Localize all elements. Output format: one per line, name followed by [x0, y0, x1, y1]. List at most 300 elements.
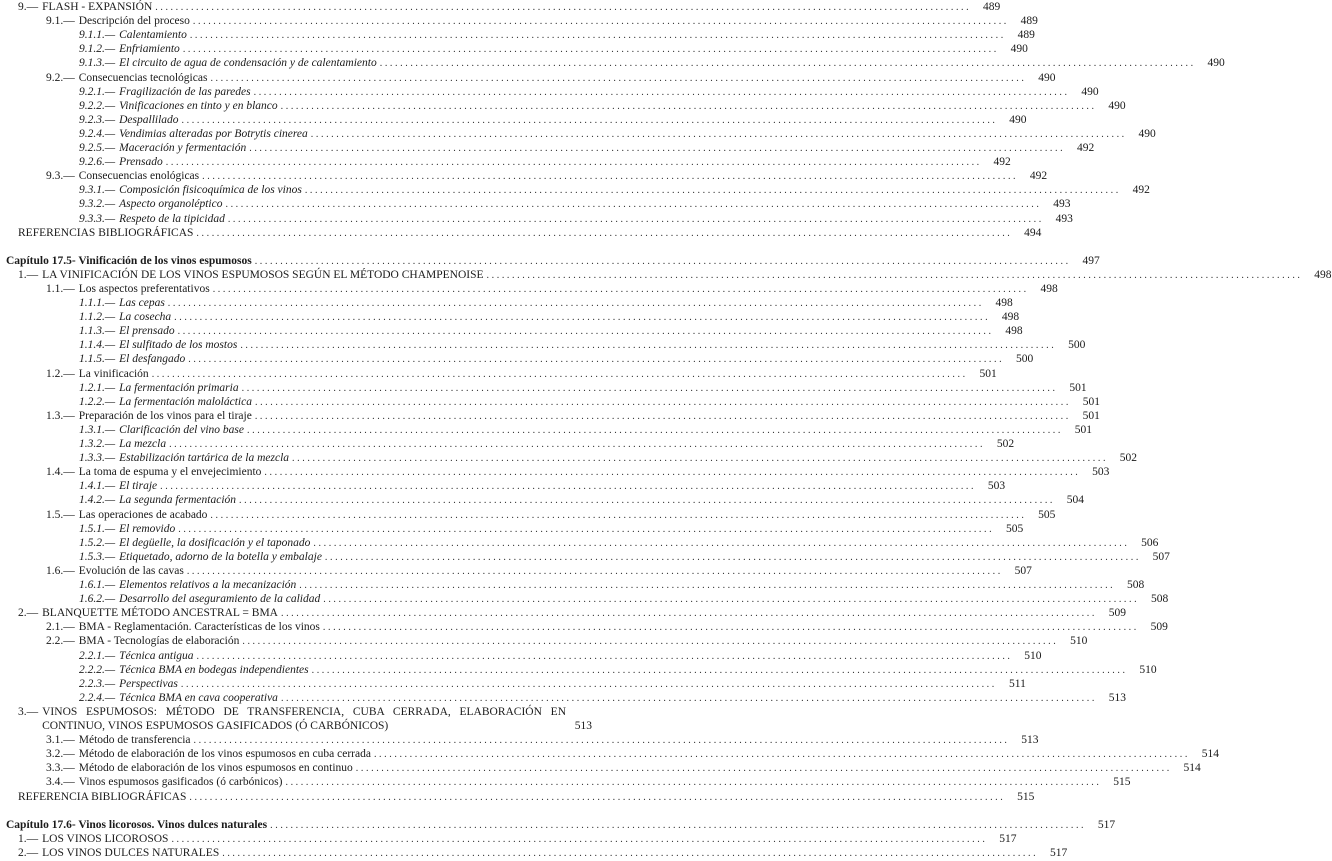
toc-entry [79, 85, 1099, 99]
toc-entry-title: Evolución de las cavas [78, 564, 184, 577]
toc-page-number: 503 [1092, 466, 1110, 479]
toc-entry-label [79, 592, 320, 606]
toc-entry-title: REFERENCIA BIBLIOGRÁFICAS [18, 790, 187, 803]
dot-leader: ................................................................................................................................................................ [210, 509, 1027, 521]
toc-entry [46, 775, 1131, 789]
toc-entry-label [79, 155, 163, 169]
toc-page-number: 513 [1021, 734, 1039, 747]
dot-leader: ................................................................................................................................................................ [285, 777, 1102, 789]
toc-entry [18, 846, 1068, 860]
toc-entry-number: 9.2.4.— [79, 127, 116, 140]
toc-entry [46, 508, 1056, 522]
toc-entry-label [6, 254, 252, 268]
toc-entry-title: Desarrollo del aseguramiento de la calidad [119, 593, 321, 606]
toc-entry-label [18, 226, 193, 240]
toc-entry [79, 28, 1035, 42]
toc-entry [79, 493, 1085, 507]
toc-entry [79, 663, 1157, 677]
toc-entry-number: 9.1.1.— [79, 29, 116, 42]
toc-entry-label [46, 634, 239, 648]
toc-entry-number: 9.3.2.— [79, 198, 116, 211]
toc-entry-title: LOS VINOS LICOROSOS [42, 832, 169, 845]
dot-leader: ................................................................................................................................................................ [160, 481, 977, 493]
dot-leader: ................................................................................................................................................................ [253, 86, 1070, 98]
toc-entry-title: Método de elaboración de los vinos espumosos en cuba cerrada [78, 748, 371, 761]
toc-entry-number: 1.5.2.— [79, 536, 116, 549]
toc-entry-number: 2.1.— [46, 621, 75, 634]
toc-entry-label [79, 85, 251, 99]
toc-entry-label [79, 183, 302, 197]
toc-entry-number: 9.— [18, 1, 39, 13]
toc-entry-label [79, 141, 246, 155]
dot-leader: ................................................................................................................................................................ [242, 636, 1059, 648]
toc-entry-number: 1.6.1.— [79, 579, 116, 591]
toc-page-number: 497 [1082, 254, 1100, 267]
toc-entry-label [79, 691, 278, 705]
toc-entry-title: El desfangado [119, 353, 186, 366]
dot-leader: ................................................................................................................................................................ [240, 340, 1057, 352]
toc-entry [79, 592, 1169, 606]
chapter-heading [6, 254, 1100, 268]
dot-leader: ................................................................................................................................................................ [270, 819, 1087, 831]
toc-entry-title: La fermentación primaria [119, 381, 239, 394]
dot-leader: ................................................................................................................................................................ [186, 565, 1003, 577]
toc-entry-label [79, 381, 239, 395]
dot-leader: ................................................................................................................................................................ [311, 664, 1128, 676]
toc-entry [79, 141, 1095, 155]
toc-page-number: 501 [1082, 409, 1100, 422]
toc-entry [79, 395, 1100, 409]
toc-entry-number: 1.6.2.— [79, 593, 116, 606]
toc-entry-title: Consecuencias enológicas [78, 170, 200, 183]
toc-entry-number: 2.2.3.— [79, 677, 116, 690]
dot-leader: ................................................................................................................................................................ [167, 298, 984, 309]
toc-entry [46, 282, 1058, 296]
toc-entry-label [79, 296, 165, 310]
toc-entry-label [46, 747, 371, 761]
toc-entry [46, 634, 1088, 648]
toc-page-number: 492 [1132, 184, 1150, 197]
toc-entry-number: 9.2.2.— [79, 99, 116, 112]
toc-entry-label [79, 395, 252, 409]
toc-entry-number: 1.4.2.— [79, 494, 116, 507]
toc-entry [79, 338, 1086, 352]
toc-page-number: 489 [1017, 29, 1035, 42]
toc-entry-number: 9.3.3.— [79, 212, 116, 225]
toc-entry-number: 2.— [18, 607, 39, 620]
toc-entry-label [79, 437, 166, 451]
toc-entry-title: Método de transferencia [78, 734, 191, 747]
toc-entry-title: BMA - Reglamentación. Características de los vinos [78, 621, 320, 634]
toc-entry-number: 1.3.2.— [79, 438, 116, 450]
toc-entry-label [79, 423, 244, 437]
toc-entry-label [18, 606, 278, 620]
dot-leader: ................................................................................................................................................................ [299, 580, 1116, 591]
toc-page-number: 492 [1029, 170, 1048, 183]
toc-entry-number: 3.2.— [46, 748, 75, 761]
toc-entry-label [46, 620, 320, 634]
toc-entry [79, 649, 1042, 663]
dot-leader: ................................................................................................................................................................ [225, 199, 1042, 211]
toc-entry [79, 423, 1092, 437]
toc-entry-title: La fermentación maloláctica [119, 395, 252, 408]
dot-leader: ................................................................................................................................................................ [249, 143, 1066, 154]
toc-entry-label [79, 310, 171, 324]
toc-entry [79, 578, 1145, 592]
toc-entry-number: 9.1.— [46, 15, 75, 28]
toc-entry-title: Vinificaciones en tinto y en blanco [119, 99, 278, 112]
toc-entry-title: FLASH - EXPANSIÓN [42, 1, 153, 13]
toc-entry-label [18, 846, 219, 860]
toc-entry-title: La vinificación [78, 367, 149, 380]
toc-page-number: 498 [1040, 282, 1058, 295]
toc-entry-number: 9.2.5.— [79, 142, 116, 154]
toc-page-number: 498 [1314, 268, 1332, 281]
toc-page-number: 502 [1119, 452, 1138, 465]
toc-page-number: 490 [1081, 85, 1099, 98]
toc-page-number: 501 [979, 367, 997, 380]
toc-entry-title: BMA - Tecnologías de elaboración [78, 635, 240, 648]
dot-leader: ................................................................................................................................................................ [151, 368, 968, 380]
dot-leader: ................................................................................................................................................................ [222, 847, 1039, 859]
toc-entry [46, 367, 997, 381]
toc-entry-title: Elementos relativos a la mecanización [119, 579, 297, 591]
toc-entry-title: La toma de espuma y el envejecimiento [78, 466, 262, 479]
toc-entry-title: Composición fisicoquímica de los vinos [119, 184, 302, 197]
toc-entry [79, 155, 1011, 169]
toc-entry-label [79, 197, 222, 211]
toc-page-number: 517 [999, 832, 1017, 845]
toc-entry-number: 3.1.— [46, 734, 75, 747]
dot-leader: ................................................................................................................................................................ [264, 467, 1081, 479]
toc-entry [18, 226, 1042, 240]
toc-entry-label [46, 465, 261, 479]
toc-entry-title: Estabilización tartárica de la mezcla [119, 452, 290, 465]
dot-leader: ................................................................................................................................................................ [189, 791, 1006, 803]
toc-entry-label [79, 324, 175, 338]
toc-entry-label [79, 28, 187, 42]
toc-entry-number: 1.2.1.— [79, 381, 116, 394]
toc-entry-title: Etiquetado, adorno de la botella y embalaje [119, 550, 322, 563]
dot-leader: ................................................................................................................................................................ [280, 692, 1097, 704]
dot-leader: ................................................................................................................................................................ [322, 622, 1139, 634]
toc-entry-label [46, 564, 184, 578]
toc-entry [79, 324, 1023, 338]
dot-leader: ................................................................................................................................................................ [313, 537, 1130, 549]
toc-entry-number: 9.2.1.— [79, 85, 116, 98]
dot-leader: ................................................................................................................................................................ [196, 227, 1013, 239]
toc-entry-label [46, 761, 353, 775]
toc-page-number: 489 [1020, 15, 1038, 28]
toc-entry-number: 1.2.2.— [79, 395, 116, 408]
toc-entry [79, 296, 1013, 310]
dot-leader: ................................................................................................................................................................ [178, 523, 995, 535]
toc-entry [46, 733, 1039, 747]
toc-entry-label [79, 352, 185, 366]
toc-entry-number: 1.1.1.— [79, 297, 116, 309]
toc-entry-label [79, 42, 180, 56]
toc-entry [46, 14, 1038, 28]
toc-entry-title: La segunda fermentación [119, 494, 237, 507]
toc-page-number: 500 [1015, 353, 1034, 366]
toc-entry-title: Prensado [119, 156, 163, 169]
toc-page-number: 510 [1139, 663, 1157, 676]
toc-entry-number: 2.2.2.— [79, 663, 116, 676]
toc-page-number: 490 [1108, 99, 1126, 112]
toc-entry-number: 1.6.— [46, 564, 75, 577]
toc-entry-number: 1.1.3.— [79, 325, 116, 338]
dot-leader: ................................................................................................................................................................ [193, 735, 1010, 747]
toc-entry [79, 536, 1159, 550]
dot-leader: ................................................................................................................................................................ [373, 749, 1190, 761]
toc-page-number: 513 [574, 719, 592, 732]
toc-entry-number: 9.2.3.— [79, 113, 116, 126]
toc-entry [46, 71, 1056, 85]
toc-entry [46, 409, 1100, 423]
toc-page-number: 493 [1055, 212, 1073, 225]
toc-entry-title: REFERENCIAS BIBLIOGRÁFICAS [18, 226, 194, 239]
toc-entry-number: 9.3.— [46, 170, 75, 183]
toc-entry-title: El tiraje [119, 480, 158, 493]
dot-leader: ................................................................................................................................................................ [247, 424, 1063, 436]
dot-leader: ................................................................................................................................................................ [239, 495, 1056, 507]
toc-entry-number: 9.2.6.— [79, 156, 116, 169]
toc-entry-label [79, 649, 194, 663]
toc-entry [79, 451, 1138, 465]
toc-page-number: 490 [1010, 43, 1028, 56]
toc-entry-title: Técnica BMA en cava cooperativa [119, 691, 278, 704]
toc-entry-title: Clarificación del vino base [119, 423, 244, 436]
toc-page-number: 501 [1069, 381, 1087, 394]
toc-entry-title: VINOS ESPUMOSOS: MÉTODO DE TRANSFERENCIA, CUBA CERRADA, ELABORACIÓN EN CONTINUO, VINOS ESPUMOSOS GASIFICADOS (Ó CARBÓNICOS) [42, 705, 566, 732]
toc-entry [79, 437, 1015, 451]
toc-entry-title: Enfriamiento [119, 43, 180, 56]
dot-leader: ................................................................................................................................................................ [212, 283, 1029, 295]
toc-entry-label [79, 338, 237, 352]
toc-entry [18, 606, 1126, 620]
toc-entry-number: 1.2.— [46, 367, 75, 380]
toc-page-number: 489 [983, 1, 1001, 13]
toc-entry [18, 832, 1017, 846]
toc-entry-number: 3.4.— [46, 776, 75, 789]
dot-leader: ................................................................................................................................................................ [280, 100, 1097, 112]
toc-page-number: 502 [996, 438, 1015, 450]
dot-leader: ................................................................................................................................................................ [254, 255, 1071, 267]
toc-entry-title: La cosecha [119, 311, 172, 324]
toc-page-number: 503 [987, 480, 1006, 493]
dot-leader: ................................................................................................................................................................ [210, 72, 1027, 84]
toc-entry-title: Descripción del proceso [78, 15, 190, 28]
toc-entry [79, 550, 1170, 564]
toc-entry-title: Maceración y fermentación [119, 142, 247, 154]
dot-leader: ................................................................................................................................................................ [174, 312, 991, 324]
dot-leader: ................................................................................................................................................................ [180, 678, 997, 690]
toc-entry-label [18, 268, 484, 282]
toc-entry [18, 0, 1001, 14]
toc-entry-label [79, 212, 225, 226]
toc-entry-label [79, 451, 289, 465]
toc-entry-label [6, 818, 267, 832]
toc-page-number: 515 [1017, 790, 1035, 803]
toc-entry-title: Vinos espumosos gasificados (ó carbónicos) [78, 776, 283, 789]
toc-entry-label [79, 677, 178, 691]
dot-leader: ................................................................................................................................................................ [189, 30, 1006, 42]
toc-page-number: 490 [1009, 113, 1027, 126]
toc-entry-label [46, 508, 207, 522]
toc-entry-title: El sulfitado de los mostos [119, 339, 238, 352]
toc-page-number: 513 [1108, 691, 1126, 704]
dot-leader: ................................................................................................................................................................ [379, 58, 1196, 70]
toc-page-number: 490 [1038, 71, 1056, 84]
toc-entry-number: 2.2.4.— [79, 691, 116, 704]
toc-entry-number: 3.3.— [46, 762, 75, 775]
toc-entry-number: 1.1.2.— [79, 311, 116, 324]
toc-entry-label [79, 550, 322, 564]
toc-entry-number: 1.3.1.— [79, 423, 116, 436]
toc-entry [46, 465, 1110, 479]
toc-page-number: 514 [1183, 762, 1201, 775]
toc-entry [79, 677, 1026, 691]
toc-entry [46, 747, 1219, 761]
toc-entry [18, 705, 592, 733]
toc-entry-number: 1.— [18, 832, 39, 845]
toc-page-number: 509 [1150, 621, 1168, 634]
toc-entry [46, 169, 1048, 183]
toc-page-number: 515 [1113, 776, 1131, 789]
dot-leader: ................................................................................................................................................................ [182, 44, 999, 56]
toc-page-number: 494 [1024, 226, 1042, 239]
toc-entry-number: 1.4.1.— [79, 480, 116, 493]
toc-page-number: 517 [1097, 818, 1116, 831]
toc-entry-label [79, 479, 157, 493]
toc-page-number: 498 [1005, 325, 1023, 338]
toc-entry [18, 268, 1332, 282]
toc-entry-title: Fragilización de las paredes [119, 85, 251, 98]
toc-page-number: 505 [1005, 522, 1024, 535]
toc-page-number: 507 [1014, 564, 1032, 577]
toc-entry-number: 1.4.— [46, 466, 75, 479]
toc-entry [79, 113, 1027, 127]
toc-entry-title: LA VINIFICACIÓN DE LOS VINOS ESPUMOSOS SEGÚN EL MÉTODO CHAMPENOISE [42, 268, 484, 281]
toc-page-number: 510 [1070, 635, 1088, 648]
dot-leader: ................................................................................................................................................................ [196, 650, 1013, 662]
toc-entry [46, 564, 1032, 578]
toc-entry-number: 1.5.3.— [79, 550, 116, 563]
toc-page-number: 508 [1127, 579, 1145, 591]
toc-entry [79, 56, 1225, 70]
toc-page-number: 492 [993, 156, 1011, 169]
toc-entry-label [79, 522, 175, 536]
toc-entry-number: 9.2.— [46, 71, 75, 84]
toc-entry-label [18, 0, 152, 14]
toc-entry [79, 691, 1126, 705]
toc-entry-number: 2.— [18, 846, 39, 859]
dot-leader: ................................................................................................................................................................ [292, 453, 1109, 465]
dot-leader: ................................................................................................................................................................ [355, 763, 1172, 775]
dot-leader: ................................................................................................................................................................ [254, 410, 1071, 422]
dot-leader: ................................................................................................................................................................ [227, 213, 1044, 225]
dot-leader: ................................................................................................................................................................ [171, 833, 988, 845]
toc-entry-label [79, 127, 308, 141]
toc-entry-number: 2.2.1.— [79, 649, 116, 662]
toc-entry-title: Técnica BMA en bodegas independientes [119, 663, 309, 676]
toc-entry-number: 1.5.— [46, 508, 75, 521]
dot-leader: ................................................................................................................................................................ [177, 326, 994, 338]
toc-entry-label [46, 169, 199, 183]
toc-entry-label [46, 733, 191, 747]
toc-entry-number: 1.1.4.— [79, 339, 116, 352]
toc-page-number: 490 [1138, 127, 1156, 140]
toc-entry [79, 381, 1087, 395]
dot-leader: ................................................................................................................................................................ [324, 551, 1141, 563]
toc-entry-label [46, 71, 207, 85]
toc-entry-number: 3.— [18, 705, 39, 718]
toc-entry-number: 9.1.2.— [79, 43, 116, 56]
toc-entry-title: Capítulo 17.6- Vinos licorosos. Vinos dulces naturales [6, 818, 268, 831]
toc-entry-number: 1.5.1.— [79, 522, 116, 535]
toc-entry-label [79, 493, 236, 507]
toc-page-number: 501 [1074, 423, 1092, 436]
toc-entry-title: Despallilado [119, 113, 179, 126]
dot-leader: ................................................................................................................................................................ [202, 171, 1019, 183]
toc-entry-label [46, 14, 190, 28]
toc-entry [79, 42, 1028, 56]
toc-page-number: 511 [1009, 677, 1026, 690]
toc-entry-number: 1.1.5.— [79, 353, 116, 366]
toc-entry-number: 1.— [18, 268, 39, 281]
dot-leader: ................................................................................................................................................................ [181, 114, 998, 126]
toc-entry-label [18, 832, 168, 846]
dot-leader: ................................................................................................................................................................ [155, 2, 972, 13]
toc-page-number: 507 [1152, 550, 1170, 563]
toc-page-number: 510 [1024, 649, 1042, 662]
toc-entry [79, 479, 1006, 493]
dot-leader: ................................................................................................................................................................ [310, 128, 1127, 140]
toc-entry-title: Método de elaboración de los vinos espumosos en continuo [78, 762, 353, 775]
toc-entry [79, 127, 1156, 141]
toc-entry [46, 620, 1168, 634]
dot-leader: ................................................................................................................................................................ [254, 396, 1071, 408]
toc-entry-title: Capítulo 17.5- Vinificación de los vinos espumosos [6, 254, 252, 267]
toc-page-number: 498 [995, 297, 1013, 309]
toc-entry-label [46, 282, 210, 296]
toc-page-number: 493 [1053, 198, 1071, 211]
toc-entry-title: Las cepas [119, 297, 165, 309]
toc-page-number: 501 [1082, 395, 1100, 408]
toc-page-number: 500 [1068, 339, 1086, 352]
toc-page-number: 505 [1038, 508, 1056, 521]
dot-leader: ................................................................................................................................................................ [323, 594, 1140, 606]
toc-entry-number: 1.1.— [46, 282, 75, 295]
toc-entry-title: Vendimias alteradas por Botrytis cinerea [119, 127, 308, 140]
chapter-heading [6, 818, 1116, 832]
toc-page-number: 490 [1207, 57, 1225, 70]
toc-entry-label [18, 790, 186, 804]
toc-entry-title: El circuito de agua de condensación y de calentamiento [119, 57, 377, 70]
dot-leader: ................................................................................................................................................................ [169, 439, 986, 450]
toc-entry [79, 197, 1071, 211]
dot-leader: ................................................................................................................................................................ [192, 16, 1009, 28]
toc-page-number: 508 [1150, 593, 1169, 606]
toc-entry-label [79, 578, 296, 592]
toc-page-number: 492 [1076, 142, 1095, 154]
toc-entry-label [18, 705, 566, 733]
toc-entry-label [79, 536, 310, 550]
toc-entry-label [79, 663, 309, 677]
toc-entry-title: El prensado [119, 325, 175, 338]
dot-leader: ................................................................................................................................................................ [188, 354, 1005, 366]
toc-entry-title: Perspectivas [119, 677, 178, 690]
